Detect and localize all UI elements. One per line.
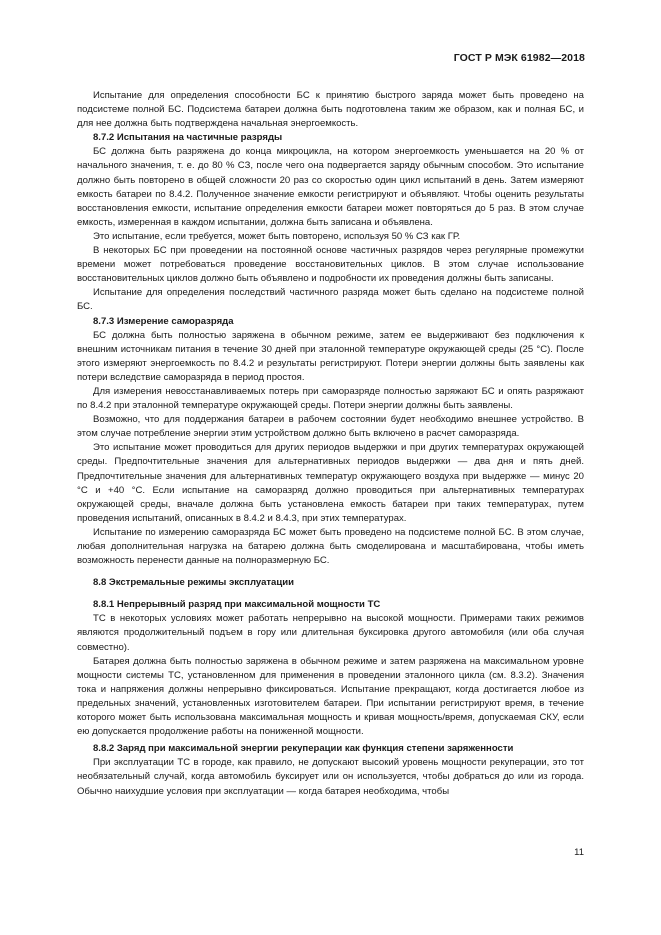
standard-header: ГОСТ Р МЭК 61982—2018 xyxy=(453,52,585,64)
paragraph: Возможно, что для поддержания батареи в рабочем состоянии будет необходимо внешнее устройство. В этом случае потребление энергии этим устройством должно быть включено в расчет саморазряда. xyxy=(77,414,584,440)
section-heading: 8.8.1 Непрерывный разряд при максимальной мощности ТС xyxy=(93,599,381,611)
paragraph: Испытание для определения способности БС к принятию быстрого заряда может быть проведено на подсистеме полной БС. Подсистема батареи должна быть подготовлена таким же образом, как и полная БС, и для нее должна быть подтверждена начальная энергоемкость. xyxy=(77,90,584,130)
paragraph: БС должна быть полностью заряжена в обычном режиме, затем ее выдерживают без подключения к внешним источникам питания в течение 30 дней при эталонной температуре окружающей среды (25 °С). После этого измеряют энергоемкость по 8.4.2 и результаты регистрируют. Потери энергии должны быть заявлены как потери вследствие саморазряда в период простоя. xyxy=(77,329,584,383)
paragraph: При эксплуатации ТС в городе, как правило, не допускают высокий уровень мощности рекуперации, это тот необязательный случай, когда автомобиль буксирует или он используется, чтобы добраться до или из города. Обычно наихудшие условия при эксплуатации — когда батарея необходима, чтобы xyxy=(77,757,584,797)
section-heading: 8.8 Экстремальные режимы эксплуатации xyxy=(93,577,294,589)
paragraph: В некоторых БС при проведении на постоянной основе частичных разрядов через регулярные промежутки времени может потребоваться проведение восстановительных циклов. В этом случае использование восстановительных циклов должно быть объявлено и подробности их проведения должны быть записаны. xyxy=(77,245,584,285)
paragraph: ТС в некоторых условиях может работать непрерывно на высокой мощности. Примерами таких режимов являются продолжительный подъем в гору или длительная буксировка другого автомобиля (или оба случая совместно). xyxy=(77,613,584,653)
paragraph: Это испытание может проводиться для других периодов выдержки и при других температурах окружающей среды. Предпочтительные значения для альтернативных периодов выдержки — два дня и пять дней. Предпочтительные значения для альтернативных температур окружающего воздуха при выдержке — минус 20 °С и +40 °С. Если испытание на саморазряд должно проводиться при альтернативных температурах окружающей среды, вначале должна быть установлена емкость батареи при таких температурах, путем проведения испытаний, описанных в 8.4.2 и 8.4.3, при этих температурах. xyxy=(77,442,584,524)
paragraph: Это испытание, если требуется, может быть повторено, используя 50 % СЗ как ГР. xyxy=(93,230,461,242)
paragraph: Испытание для определения последствий частичного разряда может быть сделано на подсистеме полной БС. xyxy=(77,287,584,313)
paragraph: Испытание по измерению саморазряда БС может быть проведено на подсистеме полной БС. В этом случае, любая дополнительная нагрузка на батарею должна быть смоделирована и масштабирована, чтобы иметь возможность перенести данные на полноразмерную БС. xyxy=(77,526,584,567)
section-heading: 8.8.2 Заряд при максимальной энергии рекуперации как функция степени заряженности xyxy=(93,743,514,755)
section-heading: 8.7.3 Измерение саморазряда xyxy=(93,315,234,327)
paragraph: Батарея должна быть полностью заряжена в обычном режиме и затем разряжена на максимальном уровне мощности системы ТС, установленном для применения в проведении эталонного цикла (см. 8.3.2). Значения тока и напряжения должны непрерывно фиксироваться. Испытание прекращают, когда достигается любое из предельных значений, установленных изготовителем батареи. При испытании регистрируют время, в течение которого может быть использована максимальная мощность и кривая мощность/время, допускаемая СКУ, если ею допускается продолжение работы на пониженной мощности. xyxy=(77,655,584,738)
section-heading: 8.7.2 Испытания на частичные разряды xyxy=(93,132,283,144)
page-number: 11 xyxy=(574,847,584,858)
paragraph: БС должна быть разряжена до конца микроцикла, на котором энергоемкость уменьшается на 20 % от начального значения, т. е. до 80 % СЗ, после чего она подвергается заряду обычным способом. Это испытание должно быть повторено в общей сложности 20 раз со скоростью один цикл испытаний в день. Затем измеряют емкость батареи по 8.4.2. Полученное значение емкости регистрируют и объявляют. Чтобы оценить результаты восстановления емкости, испытание определения емкости батареи может повторяться до 5 раз. В этом случае емкость, измеренная в каждом испытании, должна быть записана и объявлена. xyxy=(77,146,584,228)
paragraph: Для измерения невосстанавливаемых потерь при саморазряде полностью заряжают БС и опять разряжают по 8.4.2 при эталонной температуре окружающей среды. Потери энергии должны быть заявлены. xyxy=(77,385,584,412)
page-body xyxy=(77,89,584,799)
